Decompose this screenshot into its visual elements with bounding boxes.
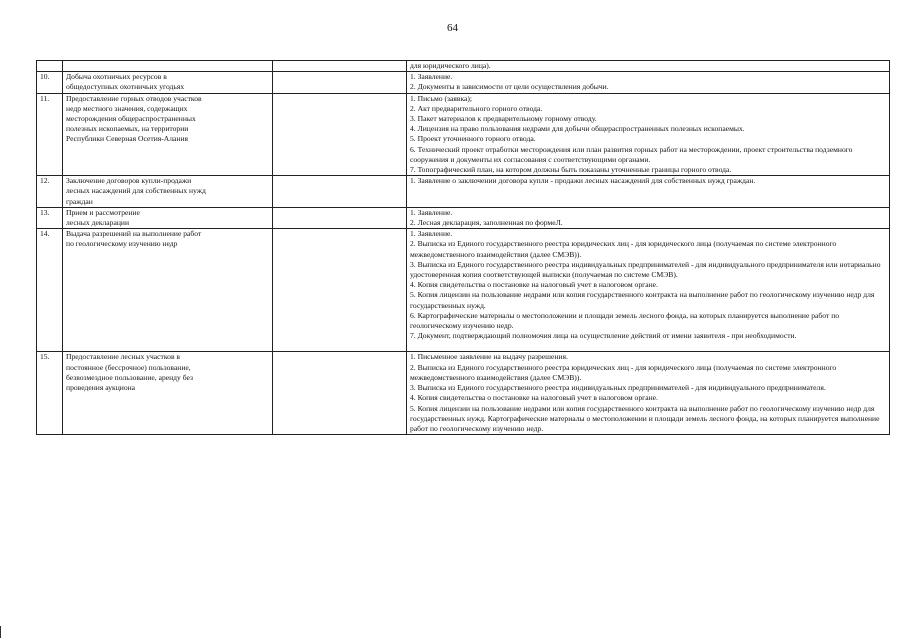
row-number: 13. (37, 207, 63, 228)
documents-cell (407, 207, 890, 228)
document-item: 1. Заявление. (410, 207, 453, 217)
document-item: 3. Пакет материалов к предварительному горному отводу. (410, 114, 597, 124)
service-name-cell (63, 61, 273, 72)
service-name: Предоставление лесных участков в постоянное (бессрочное) пользование, безвозмездное пользование, аренду без проведения аукциона (63, 352, 273, 435)
document-item: 4. Лицензия на право пользования недрами для добычи общераспространенных полезных ископаемых. (410, 124, 745, 134)
row-number: 14. (37, 229, 63, 352)
document-item: 6. Картографические материалы о местоположении и площади земель лесного фонда, на которых планируется выполнение работ по геологическому изучению недр. (410, 310, 840, 331)
documents-cell: для юридического лица). (407, 61, 890, 72)
table-row (37, 72, 890, 93)
document-item: 2. Лесная декларация, заполненная по формеЛ. (410, 218, 563, 228)
middle-cell (273, 61, 407, 72)
document-item: 7. Топографический план, на котором должны быть показаны уточненные границы горного отвода. (410, 165, 732, 175)
documents-cell (407, 72, 890, 93)
document-item: 6. Технический проект отработки месторождения или план развития горных работ на месторождении, проект строительства подземного сооружения и документы их согласования с соответствующими органами. (410, 144, 853, 164)
document-item: 2. Документы в зависимости от цели осуществления добычи. (410, 82, 609, 92)
service-name: Добыча охотничьих ресурсов в общедоступных охотничьих угодьях (63, 72, 273, 93)
scan-edge-mark (0, 626, 1, 638)
document-item: 1. Заявление. (410, 229, 453, 239)
table-row (37, 229, 890, 352)
document-item: 5. Копия лицензии на пользование недрами или копия государственного контракта на выполнение работ по геологическому изучению недр для государственных нужд. (410, 290, 875, 310)
document-item: 1. Письмо (заявка); (410, 93, 473, 103)
document-item: 2. Выписка из Единого государственного реестра юридических лиц - для юридического лица (получаемая по системе электронного межведомственного взаимодействия (далее СМЭВ)). (410, 362, 837, 382)
documents-cell (407, 229, 890, 352)
row-number: 15. (37, 352, 63, 435)
row-number-cell (37, 61, 63, 72)
row-number: 12. (37, 176, 63, 208)
row-number: 11. (37, 93, 63, 176)
page-number: 64 (447, 22, 458, 34)
document-item: 5. Копия лицензии на пользование недрами или копия государственного контракта на выполнение работ по геологическому изучению недр для государственных нужд. Картографические материалы о местоположении и площади земель лесного фонда, на которых планируется выполнение работ по геологическому изучению недр. (410, 403, 880, 433)
middle-cell (273, 176, 407, 208)
document-item: 3. Выписка из Единого государственного реестра индивидуальных предпринимателей - для индивидуального предпринимателя. (410, 383, 826, 393)
document-item: 2. Акт предварительного горного отвода. (410, 103, 543, 113)
table-row (37, 352, 890, 435)
table-row (37, 207, 890, 228)
middle-cell (273, 352, 407, 435)
document-item: 1. Заявление. (410, 72, 453, 82)
middle-cell (273, 207, 407, 228)
service-name: Заключение договоров купли-продажи лесных насаждений для собственных нужд граждан (63, 176, 273, 208)
documents-cell (407, 352, 890, 435)
service-name: Предоставление горных отводов участков недр местного значения, содержащих месторождения общераспространенных полезных ископаемых, на территории Республики Северная Осетия-Алания (63, 93, 273, 176)
row-number: 10. (37, 72, 63, 93)
document-item: 7. Документ, подтверждающий полномочия лица на осуществление действий от имени заявителя - при необходимости. (410, 331, 797, 341)
document-item: 2. Выписка из Единого государственного реестра юридических лиц - для юридического лица (получаемая по системе электронного межведомственного взаимодействия (далее СМЭВ)). (410, 239, 837, 259)
table-row (37, 176, 890, 208)
document-item: 4. Копия свидетельства о постановке на налоговый учет в налоговом органе. (410, 393, 658, 403)
middle-cell (273, 93, 407, 176)
document-item: 1. Заявление о заключении договора купли - продажи лесных насаждений для собственных нужд граждан. (410, 176, 756, 186)
documents-cell (407, 176, 890, 208)
document-item: 3. Выписка из Единого государственного реестра индивидуальных предпринимателей - для индивидуального предпринимателя или нотариально удостоверенная копия соответствующей выписки (получаемая по системе СМЭВ). (410, 259, 881, 280)
document-item: 4. Копия свидетельства о постановке на налоговый учет в налоговом органе. (410, 280, 658, 290)
table-row (37, 61, 890, 72)
service-name: Прием и рассмотрение лесных декларации (63, 207, 273, 228)
services-table (36, 60, 890, 435)
middle-cell (273, 72, 407, 93)
documents-cell (407, 93, 890, 176)
table-row (37, 93, 890, 176)
middle-cell (273, 229, 407, 352)
service-name: Выдача разрешений на выполнение работ по геологическому изучению недр (63, 229, 273, 352)
document-item: 1. Письменное заявление на выдачу разрешения. (410, 352, 568, 362)
document-item: 5. Проект уточненного горного отвода. (410, 134, 536, 144)
